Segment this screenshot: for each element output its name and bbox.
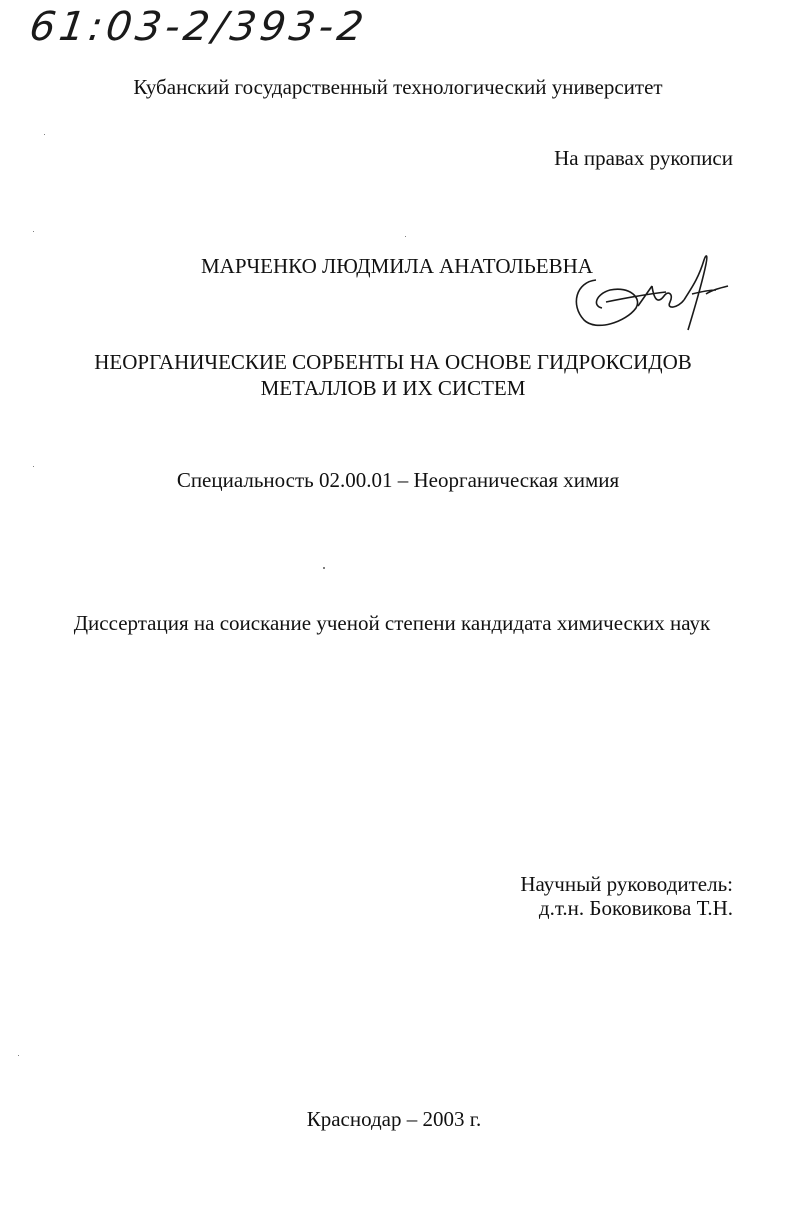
scan-speck xyxy=(44,134,45,135)
scan-speck xyxy=(33,231,34,232)
supervisor-name: д.т.н. Боковикова Т.Н. xyxy=(538,896,733,920)
university-name: Кубанский государственный технологический университет xyxy=(133,75,663,99)
dissertation-title xyxy=(0,349,786,401)
title-line-2: МЕТАЛЛОВ И ИХ СИСТЕМ xyxy=(260,376,526,400)
archive-number: 61:03-2/393-2 xyxy=(26,4,371,50)
scan-speck xyxy=(323,567,325,569)
supervisor-label: Научный руководитель: xyxy=(520,872,733,896)
scan-speck xyxy=(33,466,34,467)
title-line-1: НЕОРГАНИЧЕСКИЕ СОРБЕНТЫ НА ОСНОВЕ ГИДРОКСИДОВ xyxy=(94,350,692,374)
author-name: МАРЧЕНКО ЛЮДМИЛА АНАТОЛЬЕВНА xyxy=(201,254,593,278)
scan-speck xyxy=(18,1055,19,1056)
manuscript-rights: На правах рукописи xyxy=(554,146,733,170)
dissertation-type: Диссертация на соискание ученой степени кандидата химических наук xyxy=(73,611,711,635)
city-year: Краснодар – 2003 г. xyxy=(306,1107,482,1131)
scan-speck xyxy=(405,236,406,237)
specialty: Специальность 02.00.01 – Неорганическая химия xyxy=(176,468,620,492)
author-signature xyxy=(566,250,736,336)
